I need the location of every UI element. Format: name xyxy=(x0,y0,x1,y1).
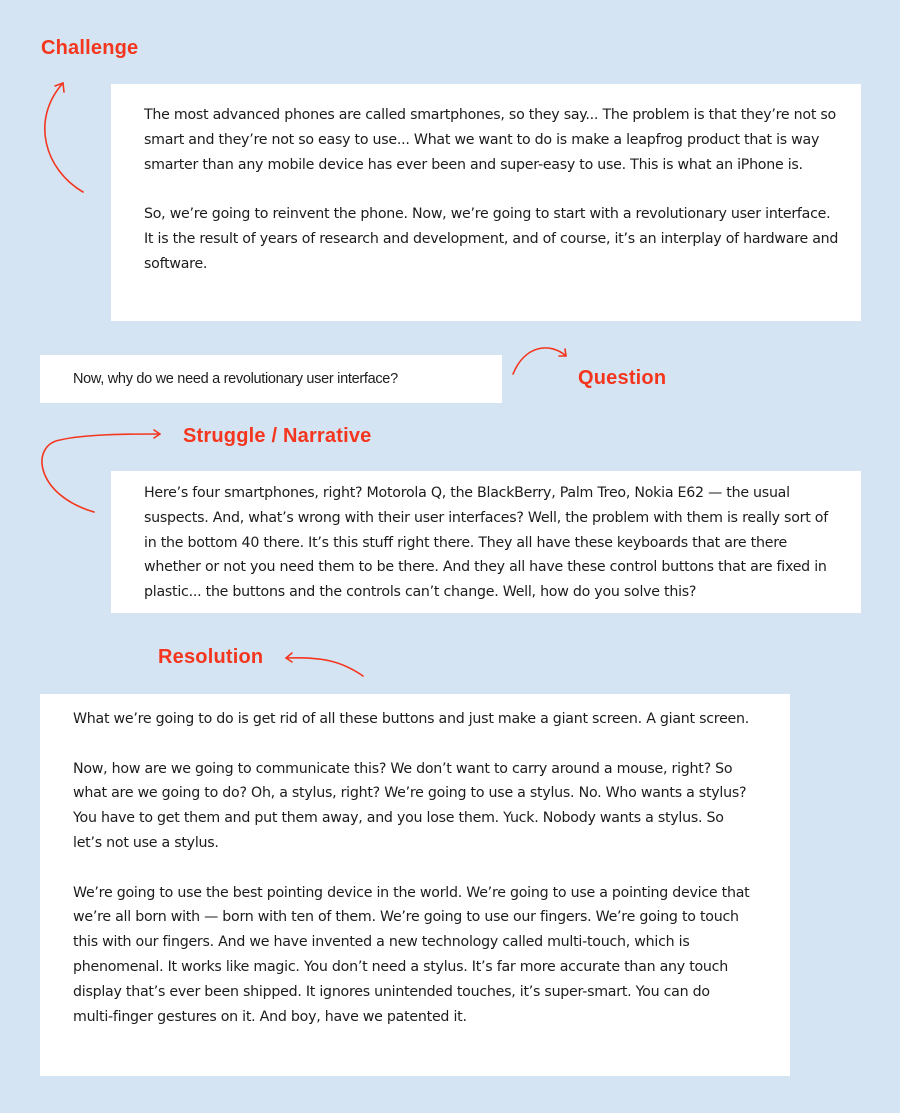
arrow-to-resolution-icon xyxy=(286,653,363,676)
resolution-label: Resolution xyxy=(158,646,264,668)
challenge-paragraph: The most advanced phones are called smartphones, so they say... The problem is that they’re not so smart and they’re not so easy to use... What we want to do is make a leapfrog product that is way smarter than any mobile device has ever been and super-easy to use. This is what an iPhone is. xyxy=(144,107,836,173)
resolution-paragraph: Now, how are we going to communicate this? We don’t want to carry around a mouse, right? So what are we going to do? Oh, a stylus, right? We’re going to use a stylus. No. Who wants a stylus? You have to get them and put them away, and you lose them. Yuck. Nobody wants a stylus. So let’s not use a stylus. xyxy=(73,760,747,851)
resolution-paragraph: What we’re going to do is get rid of all these buttons and just make a giant screen. A giant screen. xyxy=(73,711,750,727)
resolution-card xyxy=(40,694,790,1076)
question-card xyxy=(40,355,502,403)
arrow-to-question-icon xyxy=(513,348,566,374)
struggle-label: Struggle / Narrative xyxy=(183,425,372,447)
challenge-paragraph: So, we’re going to reinvent the phone. Now, we’re going to start with a revolutionary user interface. It is the result of years of research and development, and of course, it’s an interplay of hardware and software. xyxy=(144,206,839,272)
arrow-up-to-challenge-icon xyxy=(45,83,83,192)
challenge-label: Challenge xyxy=(41,37,139,59)
struggle-card xyxy=(111,471,861,613)
challenge-card xyxy=(111,84,861,321)
question-label: Question xyxy=(578,367,667,389)
question-text: Now, why do we need a revolutionary user interface? xyxy=(73,371,398,387)
resolution-paragraph: We’re going to use the best pointing device in the world. We’re going to use a pointing device that we’re all born with — born with ten of them. We’re going to use our fingers. We’re going to touch this with our fingers. And we have invented a new technology called multi-touch, which is phenomenal. It works like magic. You don’t need a stylus. It’s far more accurate than any touch display that’s ever been shipped. It ignores unintended touches, it’s super-smart. You can do multi-finger gestures on it. And boy, have we patented it. xyxy=(73,884,750,1025)
struggle-paragraph: Here’s four smartphones, right? Motorola Q, the BlackBerry, Palm Treo, Nokia E62 — the usual suspects. And, what’s wrong with their user interfaces? Well, the problem with them is really sort of in the bottom 40 there. It’s this stuff right there. They all have these keyboards that are there whether or not you need them to be there. And they all have these control buttons that are fixed in plastic... the buttons and the controls can’t change. Well, how do you solve this? xyxy=(144,485,828,601)
